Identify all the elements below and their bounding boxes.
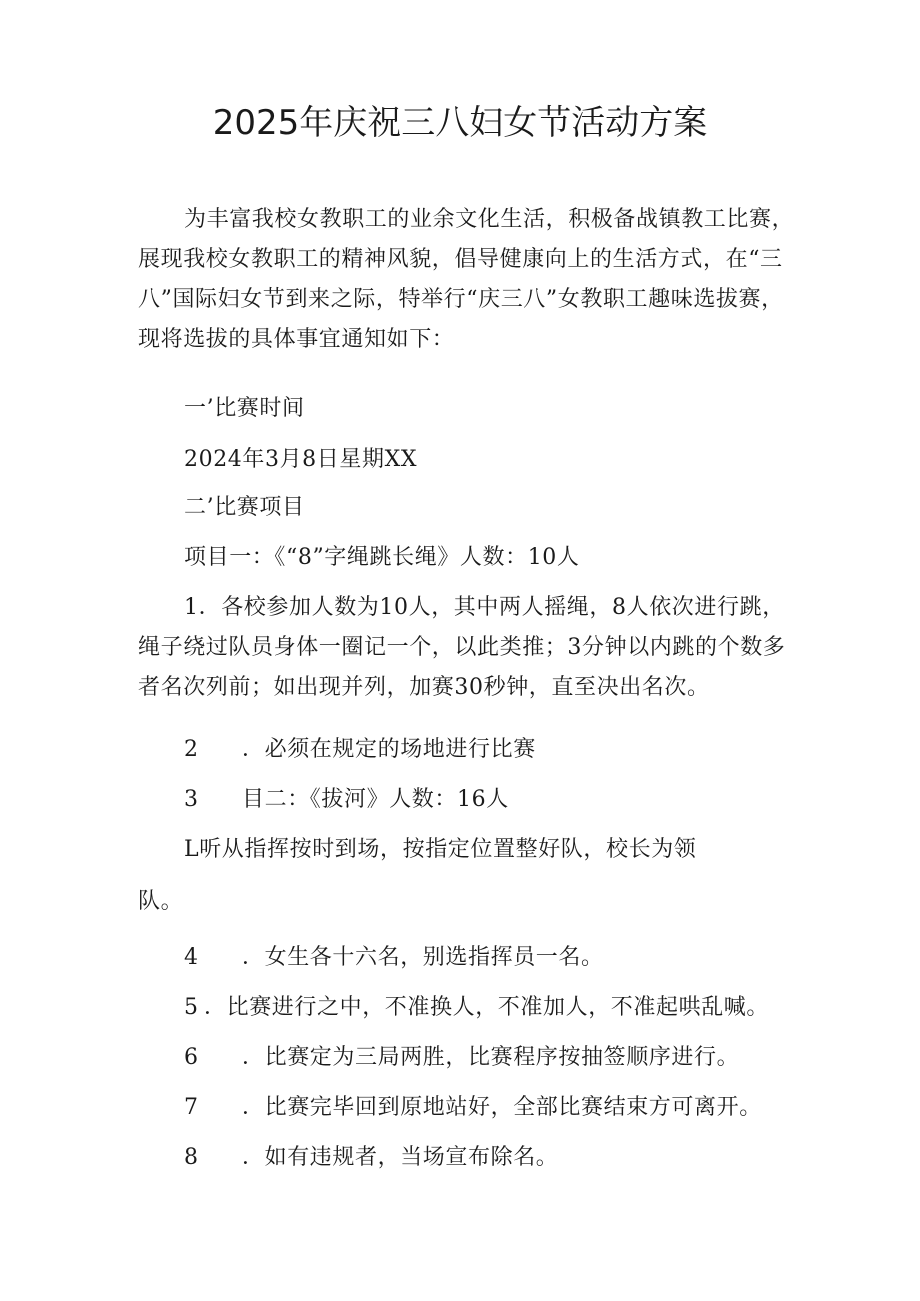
rule4-line (184, 938, 604, 978)
rule2-number: 2 (184, 737, 199, 762)
rule6-number: 6 (184, 1045, 199, 1070)
rule5-text: ．比赛进行之中，不准换人，不准加人，不准起哄乱喊。 (204, 995, 770, 1020)
rule5-line (184, 988, 769, 1028)
rule7-line (184, 1088, 762, 1128)
rule6-text: ．比赛定为三局两胜，比赛程序按抽签顺序进行。 (242, 1045, 740, 1070)
rule8-line (184, 1138, 558, 1178)
rule5-number: 5 (184, 995, 199, 1020)
rule1-paragraph: 1．各校参加人数为10人，其中两人摇绳，8人依次进行跳，绳子绕过队员身体一圈记一个，以此类推；3分钟以内跳的个数多者名次列前；如出现并列，加赛30秒钟，直至决出名次。 (138, 595, 786, 700)
rule2-line (184, 730, 536, 770)
rule2-text: ．必须在规定的场地进行比赛 (242, 737, 536, 762)
rule8-number: 8 (184, 1145, 199, 1170)
rule-L-line1: L听从指挥按时到场，按指定位置整好队，校长为领 (184, 837, 697, 862)
project1-title: 项目一：《“8”字绳跳长绳》人数：10人 (184, 545, 580, 570)
rule6-line (184, 1038, 739, 1078)
rule8-text: ．如有违规者，当场宣布除名。 (242, 1145, 559, 1170)
rule3-text: 目二：《拔河》人数：16人 (242, 787, 509, 812)
rule3-line (184, 780, 509, 820)
section2-heading: 二’比赛项目 (184, 495, 305, 520)
rule-L-line2: 队。 (138, 889, 184, 914)
section1-heading: 一’比赛时间 (184, 396, 305, 421)
rule7-number: 7 (184, 1095, 199, 1120)
document-title: 2025年庆祝三八妇女节活动方案 (212, 103, 708, 143)
rule7-text: ．比赛完毕回到原地站好，全部比赛结束方可离开。 (242, 1095, 762, 1120)
rule4-number: 4 (184, 945, 199, 970)
intro-paragraph: 为丰富我校女教职工的业余文化生活，积极备战镇教工比赛，展现我校女教职工的精神风貌，倡导健康向上的生活方式，在“三八”国际妇女节到来之际，特举行“庆三八”女教职工趣味选拔赛，现将选拔的具体事宜通知如下： (138, 207, 795, 352)
section1-date: 2024年3月8日星期XX (184, 447, 418, 472)
rule4-text: ．女生各十六名，别选指挥员一名。 (242, 945, 604, 970)
rule3-number: 3 (184, 787, 199, 812)
